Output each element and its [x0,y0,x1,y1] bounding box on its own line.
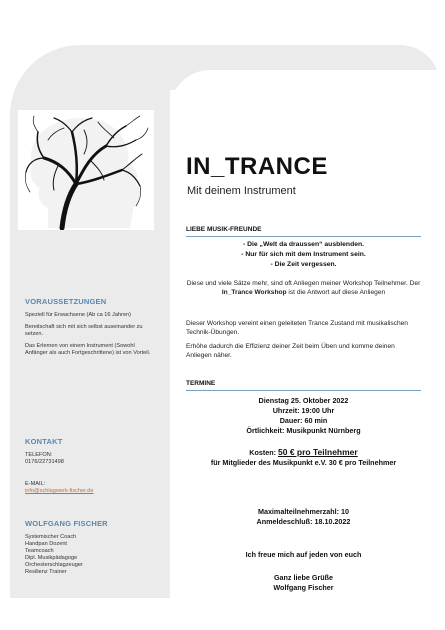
price-amount: 50 € pro Teilnehmer [278,447,358,457]
event-time: Uhrzeit: 19:00 Uhr [272,406,335,415]
greeting-heading: LIEBE MUSIK-FREUNDE [186,226,421,237]
email-label: E-MAIL: [25,481,46,487]
phone-number: 0176/22731498 [25,459,64,465]
requirements-readiness: Bereitschaft sich mit sich selbst auseinander zu setzen. [25,324,143,337]
role-item: Orchesterschlagzeuger [25,562,83,568]
requirements-age: Speziell für Erwachsene (Ab ca 16 Jahren) [25,312,132,318]
event-location: Örtlichkeit: Musikpunkt Nürnberg [246,426,361,435]
event-details [186,396,421,436]
intro-paragraph: Diese und viele Sätze mehr, sind oft Anliegen meiner Workshop Teilnehmer. Der In_Trance Workshop ist die Antwort auf diese Anliegen [186,280,421,296]
contact-heading: KONTAKT [25,437,63,446]
main-panel-corner [170,70,445,110]
person-heading: WOLFGANG FISCHER [25,519,108,528]
event-date: Dienstag 25. Oktober 2022 [258,396,349,405]
role-item: Dipl. Musikpädagoge [25,555,78,561]
closing-block [186,573,421,593]
event-duration: Dauer: 60 min [279,416,328,425]
description-paragraph: Dieser Workshop vereint einen geleiteten Trance Zustand mit musikalischen Technik-Übungen. [186,320,408,336]
page-subtitle: Mit deinem Instrument [187,185,296,197]
price-label: Kosten: [249,448,279,457]
tree-head-illustration [18,110,154,230]
role-item: Systemischer Coach [25,534,77,540]
bullet-list [186,240,421,270]
email-link[interactable]: info@schlagwerk-fischer.de [25,488,94,494]
requirements-instrument: Das Erlernen von einem Instrument (Sowohl Anfänger als auch Fortgeschrittene) ist von Vorteil. [25,343,151,356]
workshop-name: In_Trance Workshop [221,288,287,296]
max-participants: Maximalteilnehmerzahl: 10 [257,507,350,516]
phone-label: TELEFON: [25,452,53,458]
role-item: Handpan Dozent [25,541,67,547]
registration-deadline: Anmeldeschluß: 18.10.2022 [256,517,351,526]
dates-heading: TERMINE [186,380,421,391]
bullet-item: - Die „Welt da draussen“ ausblenden. [242,241,365,248]
tree-head-icon [18,110,154,230]
contact-section [25,437,155,500]
requirements-section [25,297,155,362]
price-block [186,447,421,468]
benefit-paragraph: Erhöhe dadurch die Effizienz deiner Zeit beim Üben und komme deinen Anliegen näher. [186,343,395,359]
bullet-item: - Die Zeit vergessen. [270,261,337,268]
regards: Ganz liebe Grüße [273,573,334,582]
registration-block [186,507,421,527]
bullet-item: - Nur für sich mit dem Instrument sein. [241,251,366,258]
closing-line: Ich freue mich auf jeden von euch [245,550,362,559]
person-section [25,519,155,576]
member-price: für Mitglieder des Musikpunkt e.V. 30 € pro Teilnehmer [210,458,397,467]
page-title: IN_TRANCE [186,153,328,180]
role-item: Resilienz Trainer [25,569,67,575]
role-item: Teamcoach [25,548,54,554]
signature: Wolfgang Fischer [273,583,334,592]
requirements-heading: VORAUSSETZUNGEN [25,297,107,306]
